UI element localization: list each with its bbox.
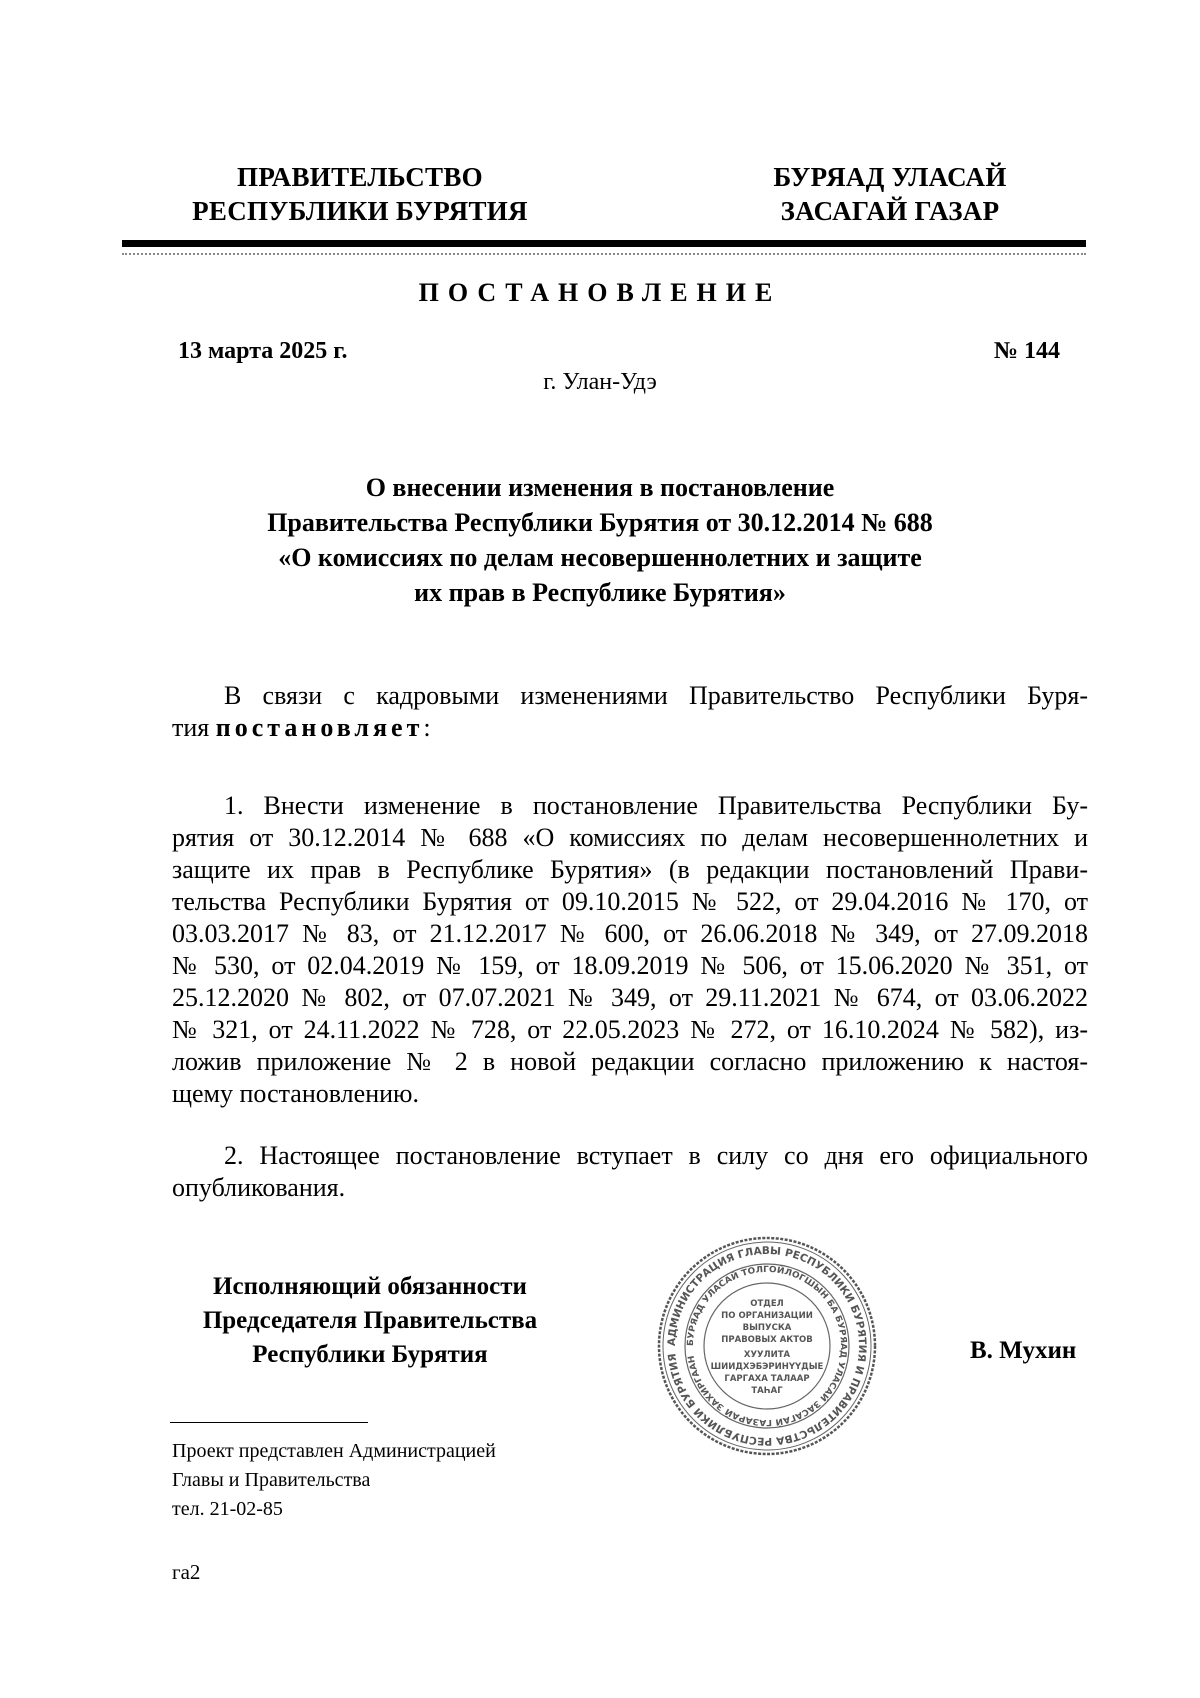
- paragraph-line: 2. Настоящее постановление вступает в силу со дня его официального: [224, 1141, 1088, 1170]
- stamp-center-line: ШИИДХЭБЭРИНҮҮДЫЕ: [710, 1362, 824, 1372]
- paragraph-2: [172, 1140, 1088, 1204]
- paragraph-line: ложив приложение № 2 в новой редакции согласно приложению к настоя-: [172, 1047, 1088, 1076]
- document-number: № 144: [993, 338, 1060, 364]
- document-code: га2: [172, 1560, 201, 1584]
- header-left: [150, 160, 570, 228]
- paragraph-line: 25.12.2020 № 802, от 07.07.2021 № 349, от 29.11.2021 № 674, от 03.06.2022: [172, 983, 1088, 1012]
- footnote-divider: [170, 1422, 368, 1423]
- paragraph-line: защите их прав в Республике Бурятия» (в редакции постановлений Прави-: [172, 855, 1088, 884]
- intro-paragraph: [172, 680, 1088, 744]
- header-right-line1: БУРЯАД УЛАСАЙ: [773, 162, 1007, 192]
- resolves-word: постановляет: [215, 713, 424, 742]
- intro-line: [172, 712, 1088, 744]
- stamp-center-line: ВЫПУСКА: [742, 1323, 792, 1333]
- stamp-center-line: ПО ОРГАНИЗАЦИИ: [721, 1311, 813, 1321]
- header-right: [720, 160, 1060, 228]
- document-city: г. Улан-Удэ: [543, 369, 657, 395]
- title-line: Правительства Республики Бурятия от 30.12.2014 № 688: [267, 508, 933, 537]
- stamp-outer-text: [666, 1245, 868, 1447]
- signer-title-line: Республики Бурятия: [252, 1341, 488, 1368]
- header-left-line2: РЕСПУБЛИКИ БУРЯТИЯ: [192, 196, 528, 226]
- signer-name: В. Мухин: [970, 1337, 1077, 1364]
- paragraph-line: тельства Республики Бурятия от 09.10.2015 № 522, от 29.04.2016 № 170, от: [172, 887, 1088, 916]
- stamp-center-line: ОТДЕЛ: [750, 1299, 784, 1309]
- document-date: 13 марта 2025 г.: [178, 338, 348, 364]
- signer-title-line: Председателя Правительства: [202, 1307, 538, 1334]
- intro-suffix: :: [423, 713, 431, 742]
- official-stamp: [656, 1235, 878, 1457]
- stamp-inner-text: [686, 1264, 848, 1429]
- paragraph-line: 03.03.2017 № 83, от 21.12.2017 № 600, от 26.06.2018 № 349, от 27.09.2018: [172, 919, 1088, 948]
- footnote-line: Проект представлен Администрацией: [172, 1440, 496, 1462]
- title-line: О внесении изменения в постановление: [365, 473, 835, 502]
- signer-title: [170, 1270, 570, 1372]
- header-divider-thick: [122, 240, 1086, 247]
- title-line: их прав в Республике Бурятия»: [414, 578, 786, 607]
- document-type-heading: ПОСТАНОВЛЕНИЕ: [418, 278, 782, 307]
- stamp-center-line: ГАРГАХА ТАЛААР: [724, 1374, 810, 1384]
- footnote: [172, 1437, 496, 1524]
- header-divider-thin: [122, 253, 1086, 255]
- paragraph-line: 1. Внести изменение в постановление Правительства Республики Бу-: [224, 791, 1088, 820]
- stamp-center-line: ХУУЛИТА: [743, 1350, 791, 1360]
- stamp-inner-text-path: БУРЯАД УЛАСАЙ ТОЛГОЙЛОГШЫН БА БУРЯАД УЛАСАЙ ЗАСАГАЙ ГАЗАРАЙ ЗАХИРГААН: [685, 1264, 849, 1428]
- stamp-middle-ring: [685, 1264, 849, 1428]
- paragraph-line: № 321, от 24.11.2022 № 728, от 22.05.2023 № 272, от 16.10.2024 № 582), из-: [172, 1015, 1088, 1044]
- stamp-center-line: ТАҺАГ: [751, 1386, 783, 1396]
- paragraph-line: опубликования.: [172, 1173, 346, 1202]
- title-line: «О комиссиях по делам несовершеннолетних и защите: [278, 543, 922, 572]
- document-title: [180, 470, 1020, 610]
- paragraph-line: щему постановлению.: [172, 1079, 419, 1108]
- footnote-line: Главы и Правительства: [172, 1469, 371, 1491]
- paragraph-line: рятия от 30.12.2014 № 688 «О комиссиях по делам несовершеннолетних и: [172, 823, 1088, 852]
- stamp-outer-text-path: АДМИНИСТРАЦИЯ ГЛАВЫ РЕСПУБЛИКИ БУРЯТИЯ И ПРАВИТЕЛЬСТВА РЕСПУБЛИКИ БУРЯТИЯ: [665, 1244, 869, 1448]
- paragraph-line: № 530, от 02.04.2019 № 159, от 18.09.2019 № 506, от 15.06.2020 № 351, от: [172, 951, 1088, 980]
- header-right-line2: ЗАСАГАЙ ГАЗАР: [780, 196, 1000, 226]
- intro-prefix: тия: [172, 713, 210, 742]
- footnote-line: тел. 21-02-85: [172, 1498, 283, 1520]
- stamp-center-line: ПРАВОВЫХ АКТОВ: [721, 1335, 813, 1345]
- paragraph-1: [172, 790, 1088, 1110]
- signer-title-line: Исполняющий обязанности: [213, 1273, 527, 1300]
- header-left-line1: ПРАВИТЕЛЬСТВО: [237, 162, 483, 192]
- intro-line: В связи с кадровыми изменениями Правительство Республики Буря-: [224, 681, 1088, 710]
